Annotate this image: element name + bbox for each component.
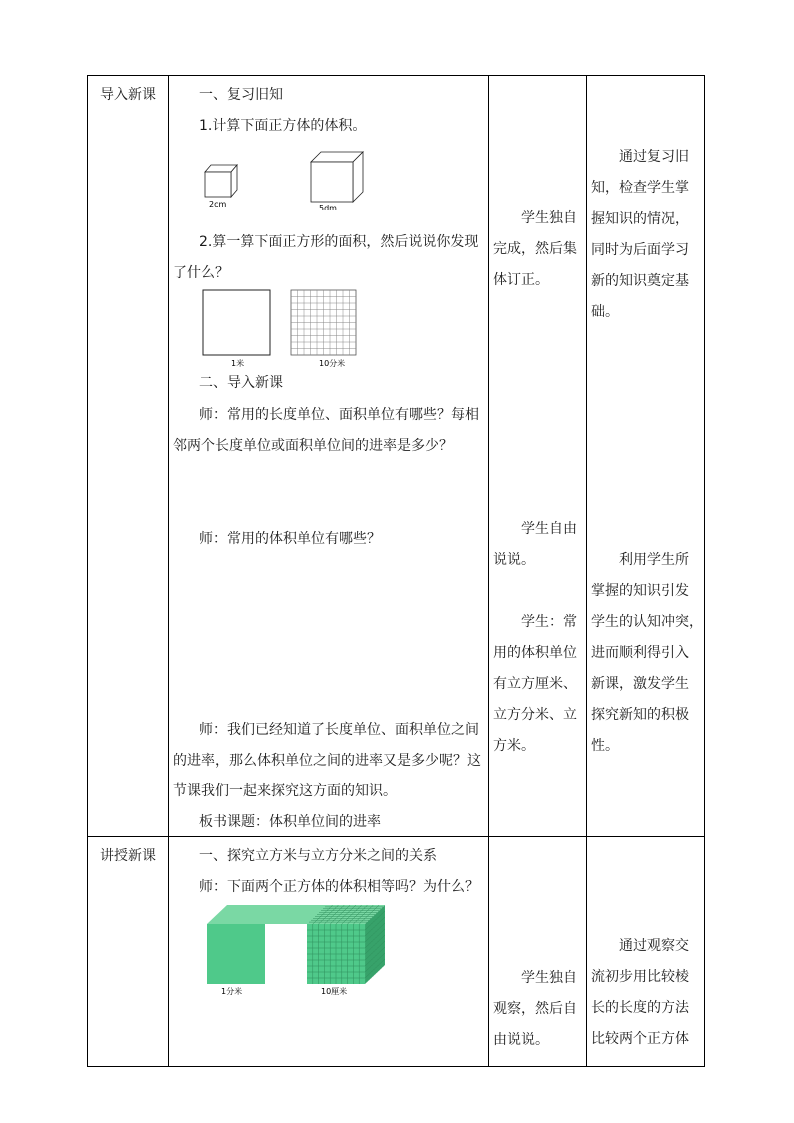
student-line: 学生独自 (521, 210, 577, 226)
intent-line: 通过复习旧 (619, 149, 689, 165)
question-2-line-2: 了什么？ (173, 265, 229, 281)
intent-line: 掌握的知识引发 (591, 583, 689, 599)
intent-line: 长的长度的方法 (591, 1000, 689, 1016)
student-line: 有立方厘米、 (493, 676, 577, 692)
intent-line: 比较两个正方体 (591, 1031, 689, 1047)
student-activity-4 (493, 963, 582, 1056)
student-line: 说说。 (493, 552, 535, 568)
intent-line: 进而顺利得引入 (591, 645, 689, 661)
student-line: 学生：常 (521, 614, 577, 630)
design-intent-1 (591, 142, 700, 328)
content-cell (169, 837, 489, 1067)
student-line: 体订正。 (493, 272, 549, 288)
intent-line: 同时为后面学习 (591, 242, 689, 258)
intent-line: 性。 (591, 738, 619, 754)
large-cube-label: 5dm (319, 204, 337, 210)
board-title: 板书课题：体积单位间的进率 (199, 814, 381, 830)
intent-line: 流初步用比较棱 (591, 969, 689, 985)
intent-line: 握知识的情况， (591, 211, 689, 227)
intent-line: 础。 (591, 304, 619, 320)
cube-b-label: 10厘米 (321, 987, 348, 996)
small-cube-label: 2cm (209, 200, 227, 209)
large-cube-icon (311, 152, 363, 202)
intent-line: 新课，激发学生 (591, 676, 689, 692)
student-line: 由说说。 (493, 1032, 549, 1048)
teacher-question: 师：下面两个正方体的体积相等吗？为什么？ (199, 879, 479, 895)
intro-heading: 二、导入新课 (199, 375, 283, 391)
intent-line: 通过观察交 (619, 938, 689, 954)
green-cube-figures (169, 905, 489, 997)
student-cell (489, 76, 587, 837)
question-1: 1.计算下面正方体的体积。 (199, 118, 367, 134)
intent-line: 探究新知的积极 (591, 707, 689, 723)
table-row (88, 837, 705, 1067)
design-intent-3 (591, 931, 700, 1055)
green-cube-10cm-icon (307, 905, 385, 984)
question-2-line-1: 2.算一算下面正方形的面积，然后说说你发现 (199, 234, 479, 250)
design-intent-2 (591, 545, 703, 762)
review-heading: 一、复习旧知 (199, 87, 283, 103)
teacher-q1-line-1: 师：常用的长度单位、面积单位有哪些？每相 (199, 407, 479, 423)
teacher-q3-line-1: 师：我们已经知道了长度单位、面积单位之间 (199, 722, 479, 738)
section-heading: 一、探究立方米与立方分米之间的关系 (199, 848, 437, 864)
table-row (88, 76, 705, 837)
student-activity-3 (493, 607, 582, 762)
intent-cell (587, 76, 705, 837)
intent-line: 利用学生所 (619, 552, 689, 568)
student-activity-2 (493, 514, 582, 576)
stage-label: 讲授新课 (100, 848, 156, 864)
stage-label: 导入新课 (100, 87, 156, 103)
cube-a-label: 1分米 (221, 987, 243, 996)
square-figures (169, 288, 489, 372)
teacher-q1-line-2: 邻两个长度单位或面积单位间的进率是多少？ (173, 438, 453, 454)
teacher-q2: 师：常用的体积单位有哪些？ (199, 531, 381, 547)
teacher-q3-line-2: 的进率，那么体积单位之间的进率又是多少呢？这 (173, 753, 481, 769)
intent-cell (587, 837, 705, 1067)
cube-figures (169, 148, 489, 210)
small-cube-icon (205, 165, 237, 197)
square-1m-icon (203, 290, 270, 355)
student-line: 用的体积单位 (493, 645, 577, 661)
student-line: 立方分米、立 (493, 707, 577, 723)
grid-label: 10分米 (319, 359, 346, 368)
teacher-q3-line-3: 节课我们一起来探究这方面的知识。 (173, 783, 397, 799)
student-line: 完成，然后集 (493, 241, 577, 257)
content-cell (169, 76, 489, 837)
stage-cell (88, 837, 169, 1067)
student-activity-1 (493, 203, 582, 296)
intent-line: 新的知识奠定基 (591, 273, 689, 289)
stage-cell (88, 76, 169, 837)
lesson-table (87, 75, 705, 1067)
student-line: 观察，然后自 (493, 1001, 577, 1017)
intent-line: 知，检查学生掌 (591, 180, 689, 196)
student-line: 学生独自 (521, 970, 577, 986)
intent-line: 学生的认知冲突， (591, 614, 703, 630)
grid-square-icon (291, 290, 356, 355)
student-cell (489, 837, 587, 1067)
square-label: 1米 (231, 359, 245, 368)
student-line: 学生自由 (521, 521, 577, 537)
student-line: 方米。 (493, 738, 535, 754)
